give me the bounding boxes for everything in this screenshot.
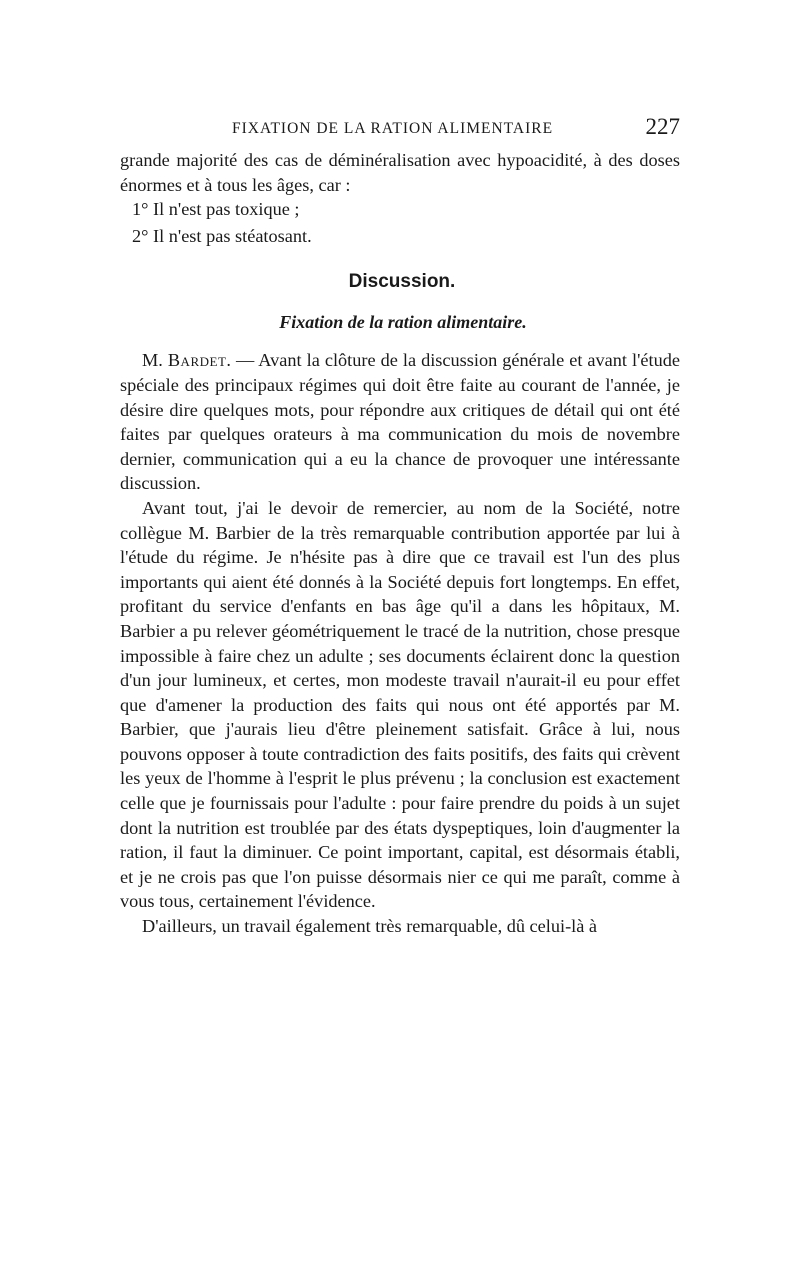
running-head [120, 114, 680, 148]
paragraph-1-text: . — Avant la clôture de la discussion générale et avant l'étude spéciale des principaux régimes qui doit être faite au courant de l'année, je désire dire quelques mots, pour répondre aux critiques de détail qui ont été faites par quelques orateurs à ma communication du mois de novembre dernier, communication qui a eu la chance de provoquer une intéressante discussion. [120, 350, 680, 494]
speaker-name: Bardet [167, 350, 227, 371]
paragraph-1 [120, 348, 680, 496]
discussion-body [120, 348, 680, 938]
list-item-2: 2° Il n'est pas stéatosant. [132, 225, 312, 246]
running-title: FIXATION DE LA RATION ALIMENTAIRE [232, 120, 554, 137]
paragraph-2: Avant tout, j'ai le devoir de remercier, au nom de la Société, notre collègue M. Barbier de la très remarquable contribution apportée par lui à l'étude du régime. Je n'hésite pas à dire que ce travail est l'un des plus importants qui aient été donnés à la Société depuis fort longtemps. En effet, profitant du service d'enfants en bas âge qu'il a dans les hôpitaux, M. Barbier a pu relever géométriquement le tracé de la nutrition, chose presque impossible à faire chez un adulte ; ses documents éclairent donc la question d'un jour lumineux, et certes, mon modeste travail n'aurait-il eu pour effet que d'amener la production des faits qui nous ont été apportés par M. Barbier, que j'aurais lieu d'être pleinement satisfait. Grâce à lui, nous pouvons opposer à toute contradiction des faits positifs, des faits qui crèvent les yeux de l'homme à l'esprit le plus prévenu ; la conclusion est exactement celle que je fournissais pour l'adulte : pour faire prendre du poids à un sujet dont la nutrition est troublée par des états dyspeptiques, loin d'augmenter la ration, il faut la diminuer. Ce point important, capital, est désormais établi, et je ne crois pas que l'on puisse désormais nier ce qui me paraît, comme à vous tous, certainement l'évidence. [120, 497, 680, 912]
section-heading: Discussion. [348, 271, 456, 293]
continuation-paragraph: grande majorité des cas de déminéralisation avec hypoacidité, à des doses énormes et à tous les âges, car : [120, 150, 680, 195]
page-number: 227 [645, 114, 680, 139]
paragraph-3: D'ailleurs, un travail également très remarquable, dû celui-là à [142, 916, 598, 937]
speaker-prefix: M. [142, 350, 168, 371]
section-subheading: Fixation de la ration alimentaire. [279, 312, 527, 333]
book-page [120, 114, 680, 939]
list-item-1: 1° Il n'est pas toxique ; [132, 199, 300, 220]
text-block [120, 148, 680, 939]
